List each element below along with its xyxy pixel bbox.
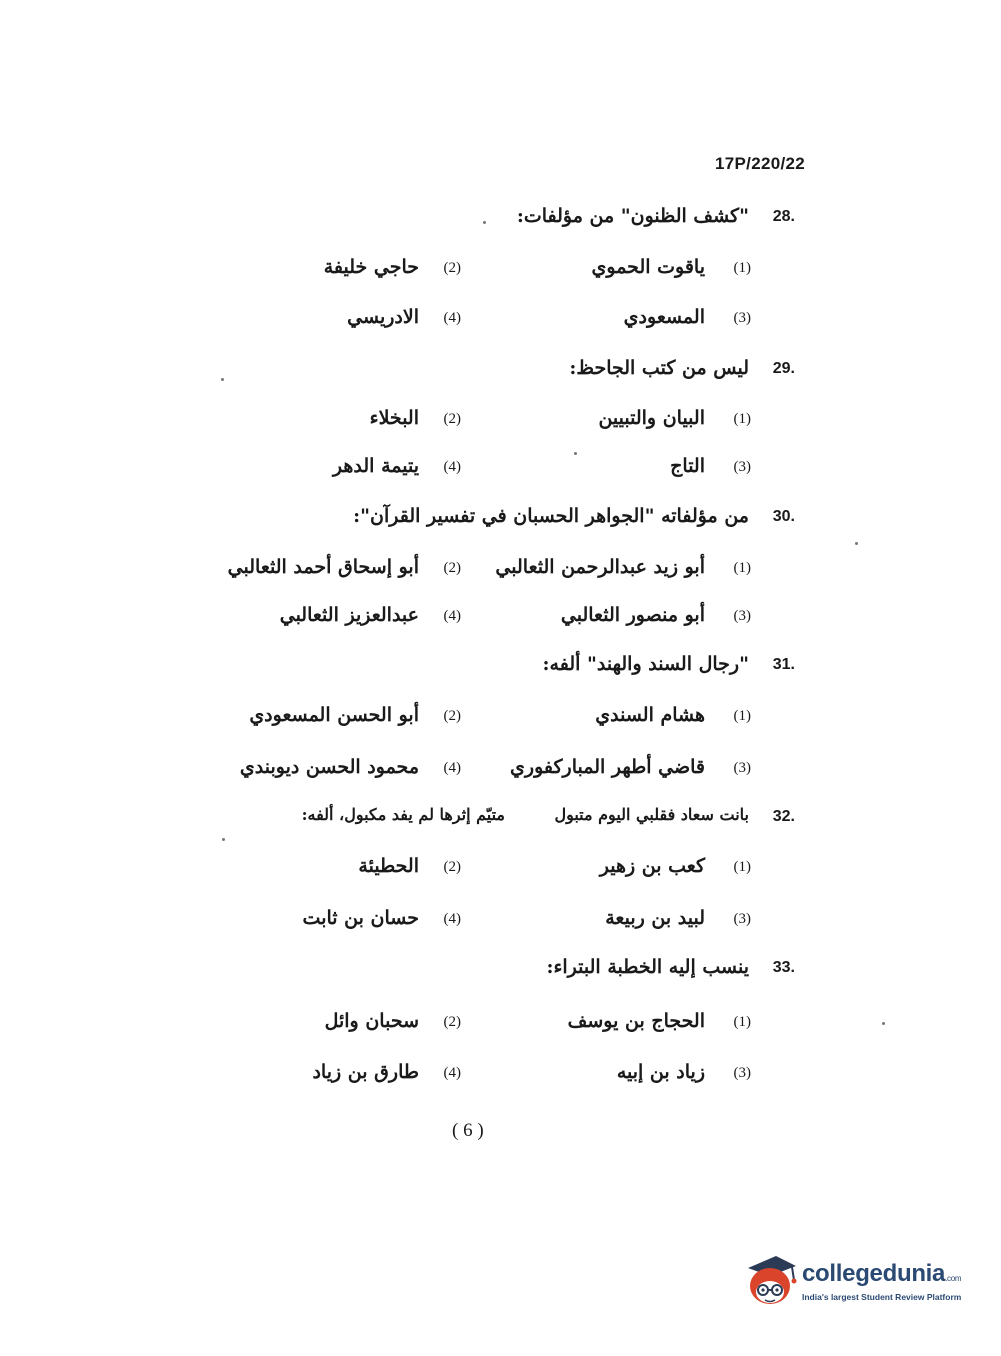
question-number: 30. (772, 508, 795, 525)
scan-speck (221, 378, 224, 381)
option-number: (3) (733, 760, 751, 776)
question-number: 28. (772, 208, 795, 225)
question-text: من مؤلفاته "الجواهر الحسبان في تفسير القرآن": (353, 505, 749, 527)
option-text: حاجي خليفة (323, 256, 419, 278)
option-row (0, 756, 1001, 778)
option-number: (2) (443, 560, 461, 576)
option-text: أبو منصور الثعالبي (560, 604, 705, 626)
option-number: (3) (733, 310, 751, 326)
question-31 (0, 653, 1001, 675)
option-text: الحجاج بن يوسف (567, 1010, 705, 1032)
option-number: (4) (443, 459, 461, 475)
option-number: (4) (443, 760, 461, 776)
option-row (0, 704, 1001, 726)
option-number: (4) (443, 1065, 461, 1081)
scan-speck (855, 542, 858, 545)
option-number: (4) (443, 608, 461, 624)
option-row (0, 1061, 1001, 1083)
option-text: البيان والتبيين (598, 407, 705, 429)
question-text: ليس من كتب الجاحظ: (569, 357, 749, 379)
option-number: (4) (443, 911, 461, 927)
option-text: محمود الحسن ديوبندي (239, 756, 419, 778)
option-number: (2) (443, 708, 461, 724)
question-number: 32. (772, 808, 795, 825)
question-text-hemistich-2: متيّم إثرها لم يفد مكبول، ألفه: (301, 805, 505, 824)
question-33 (0, 956, 1001, 978)
option-row (0, 1010, 1001, 1032)
option-text: طارق بن زياد (312, 1061, 419, 1083)
option-text: أبو الحسن المسعودي (249, 704, 419, 726)
question-32 (0, 805, 1001, 825)
option-text: زياد بن إبيه (616, 1061, 705, 1083)
option-text: البخلاء (369, 407, 419, 429)
option-text: الادريسي (347, 306, 419, 328)
option-number: (4) (443, 310, 461, 326)
option-text: حسان بن ثابت (302, 907, 419, 929)
option-text: هشام السندي (595, 704, 705, 726)
option-text: الحطيئة (358, 855, 419, 877)
paper-code: 17P/220/22 (715, 154, 805, 173)
question-number: 29. (772, 360, 795, 377)
option-row (0, 907, 1001, 929)
page-number: ( 6 ) (452, 1120, 484, 1141)
scan-speck (574, 452, 577, 455)
option-text: لبيد بن ربيعة (605, 907, 705, 929)
option-number: (3) (733, 459, 751, 475)
option-row (0, 455, 1001, 477)
scan-speck (882, 1022, 885, 1025)
option-text: قاضي أطهر المباركفوري (510, 756, 705, 778)
mascot-logo-icon (742, 1250, 800, 1308)
brand-tagline: India's largest Student Review Platform (802, 1292, 962, 1302)
scan-speck (483, 221, 486, 224)
question-28 (0, 205, 1001, 227)
option-number: (1) (733, 708, 751, 724)
option-text: سحبان وائل (324, 1010, 419, 1032)
option-text: المسعودي (623, 306, 705, 328)
option-number: (2) (443, 1014, 461, 1030)
scan-speck (222, 838, 225, 841)
option-number: (1) (733, 1014, 751, 1030)
option-number: (3) (733, 911, 751, 927)
option-row (0, 256, 1001, 278)
option-row (0, 604, 1001, 626)
option-row (0, 306, 1001, 328)
option-number: (3) (733, 1065, 751, 1081)
question-29 (0, 357, 1001, 379)
option-text: كعب بن زهير (599, 855, 705, 877)
option-number: (1) (733, 859, 751, 875)
option-row (0, 407, 1001, 429)
option-text: عبدالعزيز الثعالبي (279, 604, 419, 626)
option-number: (2) (443, 260, 461, 276)
question-text: ينسب إليه الخطبة البتراء: (546, 956, 749, 978)
question-text-hemistich-1: بانت سعاد فقلبي اليوم متبول (554, 805, 749, 824)
option-row (0, 855, 1001, 877)
option-number: (2) (443, 859, 461, 875)
brand-name: collegedunia.com (802, 1260, 962, 1287)
question-number: 31. (772, 656, 795, 673)
option-number: (2) (443, 411, 461, 427)
collegedunia-watermark (742, 1250, 972, 1310)
option-text: أبو إسحاق أحمد الثعالبي (227, 556, 419, 578)
question-number: 33. (772, 959, 795, 976)
option-number: (1) (733, 560, 751, 576)
option-number: (1) (733, 411, 751, 427)
option-text: التاج (670, 455, 705, 477)
question-text: "كشف الظنون" من مؤلفات: (516, 205, 749, 227)
question-text: "رجال السند والهند" ألفه: (542, 653, 749, 675)
option-row (0, 556, 1001, 578)
option-text: ياقوت الحموي (591, 256, 705, 278)
option-number: (1) (733, 260, 751, 276)
option-text: أبو زيد عبدالرحمن الثعالبي (495, 556, 705, 578)
option-text: يتيمة الدهر (332, 455, 419, 477)
question-30 (0, 505, 1001, 527)
option-number: (3) (733, 608, 751, 624)
